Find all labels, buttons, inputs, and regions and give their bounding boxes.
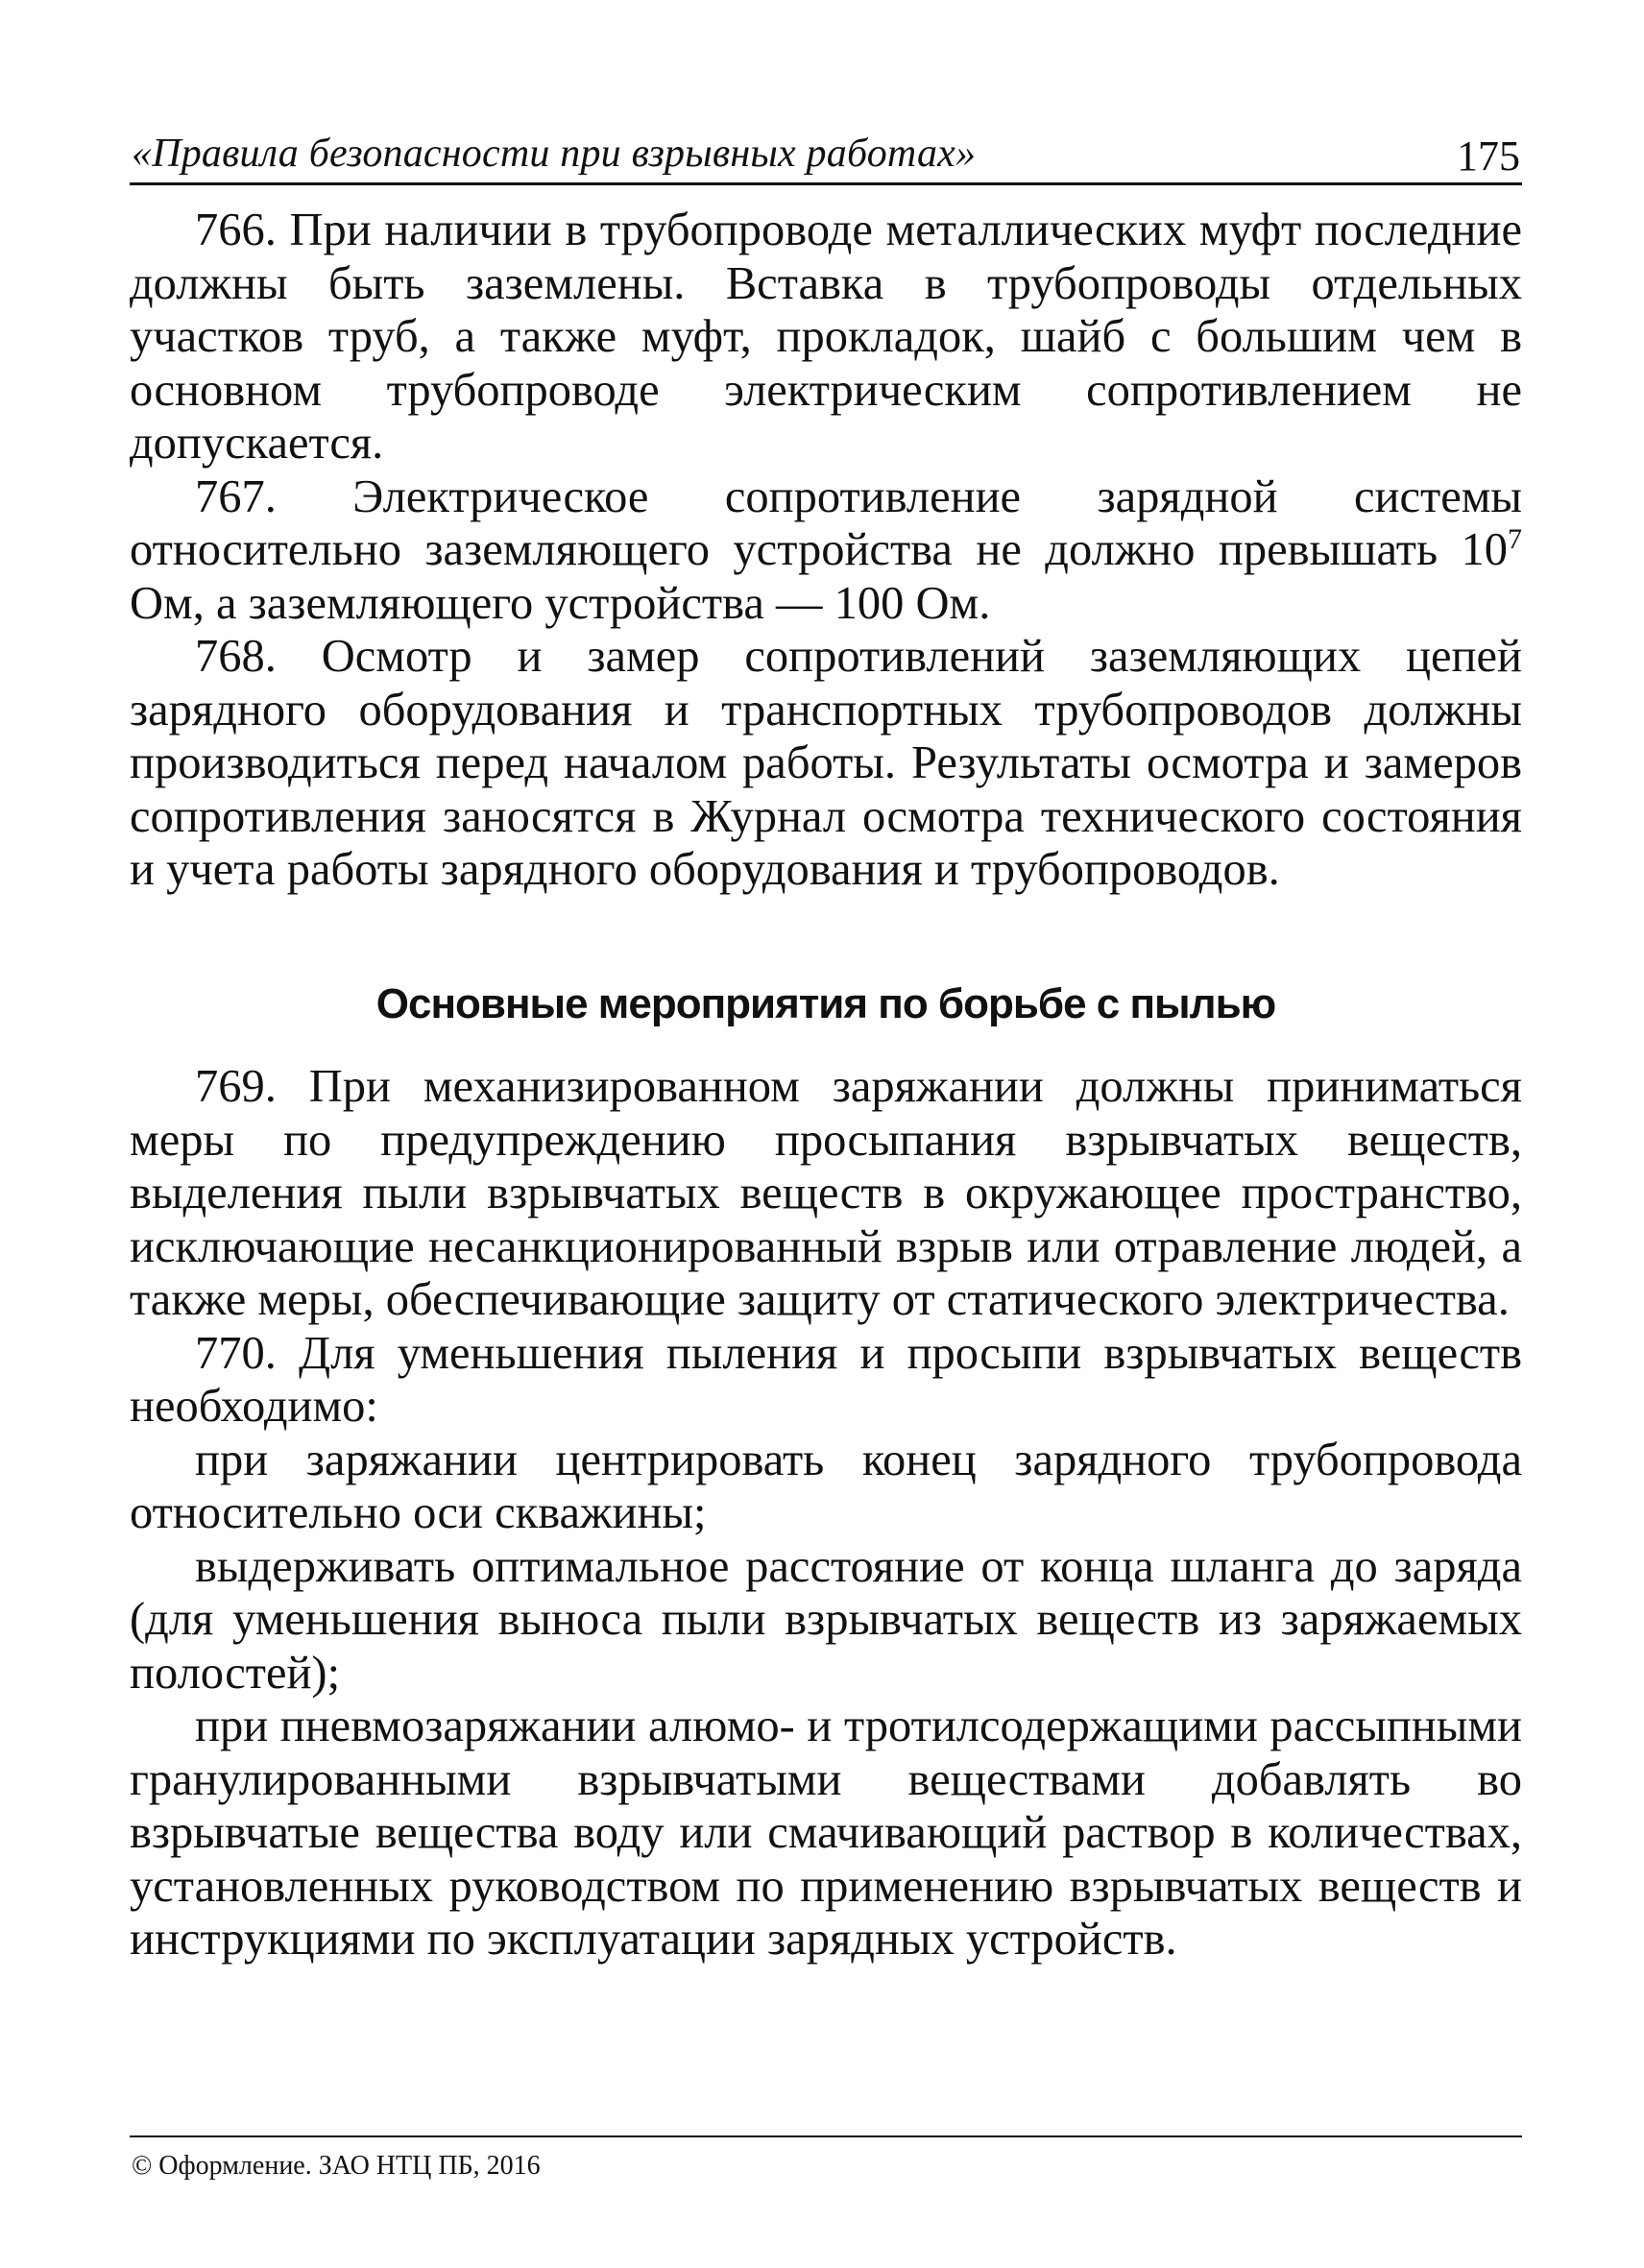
paragraph-769: 769. При механизированном заряжании должны приниматься меры по предупреждению просыпания взрывчатых веществ, выделения пыли взрывчатых веществ в окружающее пространство, исключающие несанкционированный взрыв или отравление людей, а также меры, обеспечивающие защиту от статического электричества. bbox=[130, 1061, 1522, 1325]
paragraph-767-exponent: 7 bbox=[1508, 522, 1522, 555]
paragraph-768: 768. Осмотр и замер сопротивлений заземляющих цепей зарядного оборудования и транспортных трубопроводов должны производиться перед началом работы. Результаты осмотра и замеров сопротивления заносятся в Журнал осмотра технического состояния и учета работы зарядного оборудования и трубопроводов. bbox=[130, 631, 1522, 895]
running-header bbox=[130, 123, 1522, 185]
list-item: выдерживать оптимальное расстояние от конца шланга до заряда (для уменьшения выноса пыли взрывчатых веществ из заряжаемых полостей); bbox=[130, 1540, 1522, 1699]
body-text-top bbox=[130, 204, 1522, 897]
paragraph-767-lead: 767. Электрическое сопротивление зарядной системы относительно заземляющего устройства не должно превышать 10 bbox=[130, 470, 1522, 575]
paragraph-767-tail: Ом, а заземляющего устройства — 100 Ом. bbox=[130, 577, 991, 629]
paragraph-766: 766. При наличии в трубопроводе металлических муфт последние должны быть заземлены. Вставка в трубопроводы отдельных участков труб, а также муфт, прокладок, шайб с большим чем в основном трубопроводе электрическим сопротивлением не допускается. bbox=[130, 205, 1522, 469]
section-heading: Основные мероприятия по борьбе с пылью bbox=[375, 980, 1276, 1027]
paragraph-767 bbox=[130, 470, 1522, 631]
footer-copyright: © Оформление. ЗАО НТЦ ПБ, 2016 bbox=[132, 2151, 541, 2181]
body-text-bottom bbox=[130, 1060, 1522, 1966]
page-number: 175 bbox=[1457, 133, 1520, 180]
list-item: при пневмозаряжании алюмо- и тротилсодержащими рассыпными гранулированными взрывчатыми веществами добавлять во взрывчатые вещества воду или смачивающий раствор в количествах, установленных руководством по применению взрывчатых веществ и инструкциями по эксплуатации зарядных устройств. bbox=[130, 1701, 1522, 1965]
paragraph-770: 770. Для уменьшения пыления и просыпи взрывчатых веществ необходимо: bbox=[130, 1327, 1522, 1432]
footer-divider bbox=[130, 2135, 1522, 2137]
list-item: при заряжании центрировать конец зарядного трубопровода относительно оси скважины; bbox=[130, 1434, 1522, 1538]
header-title: «Правила безопасности при взрывных работах» bbox=[132, 132, 977, 176]
